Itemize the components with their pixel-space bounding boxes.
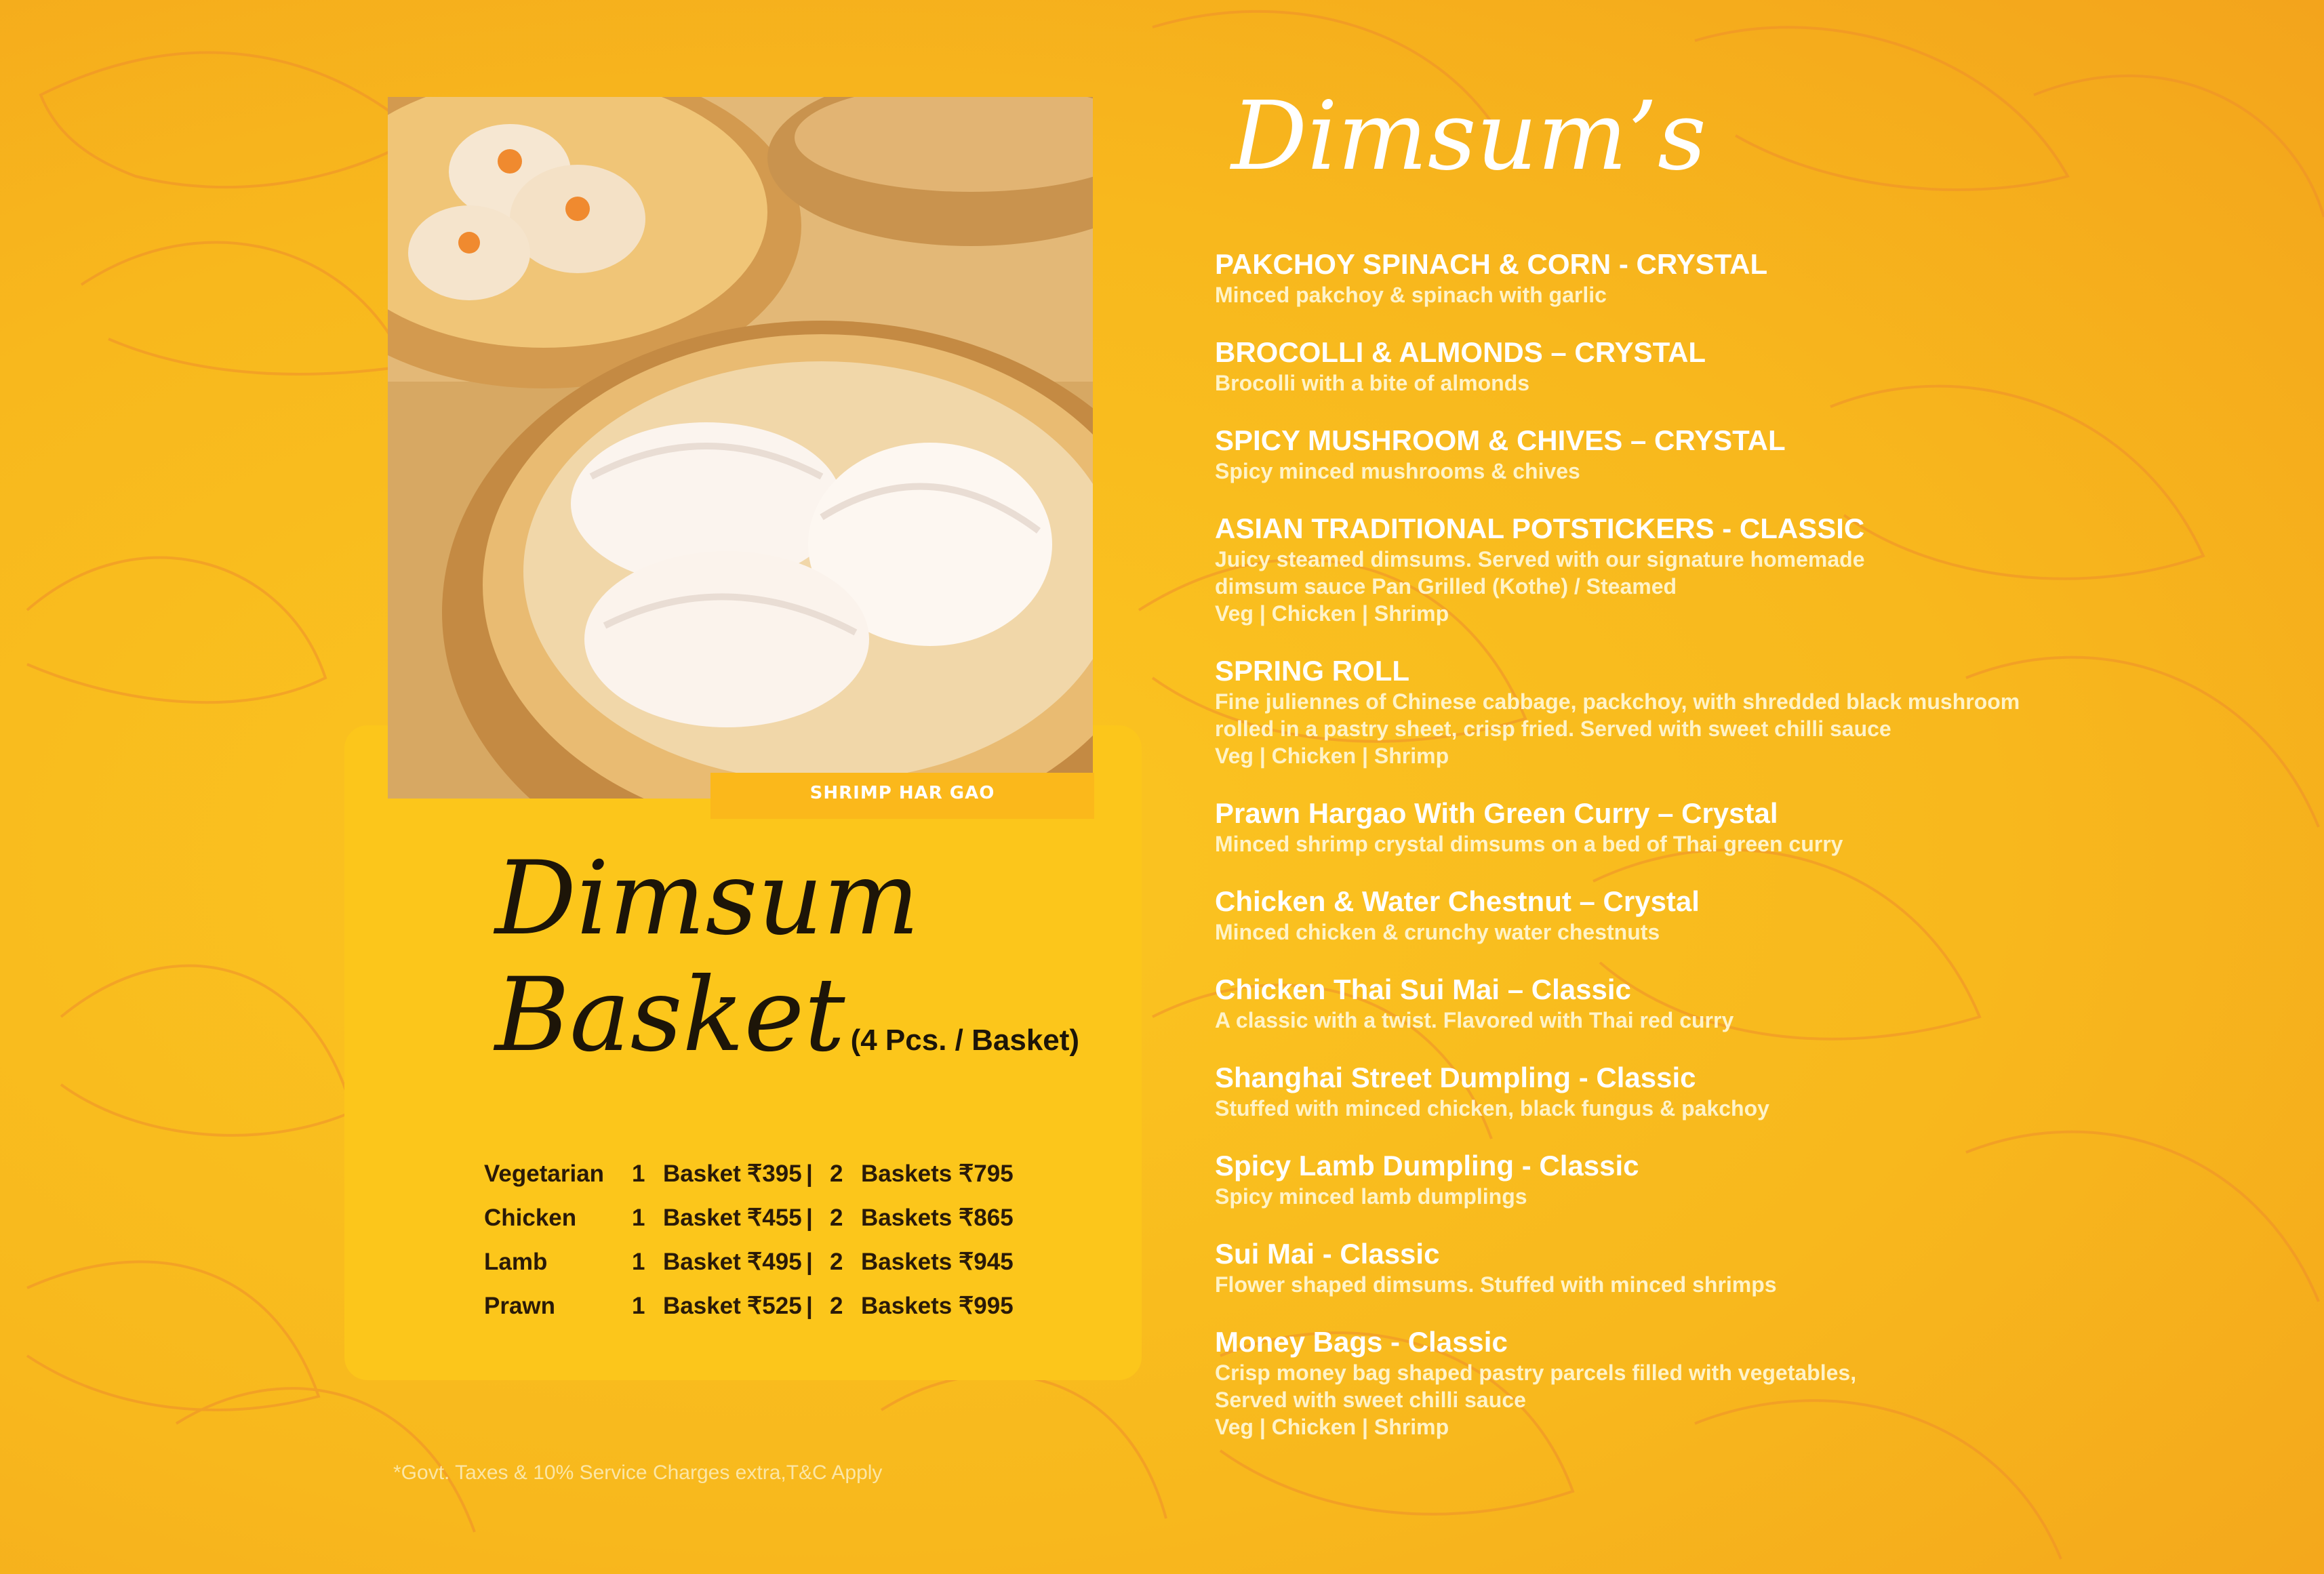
menu-item-description: Fine juliennes of Chinese cabbage, packchoy, with shredded black mushroom (1215, 689, 2020, 714)
price-two: ₹995 (959, 1293, 1014, 1319)
menu-item-description: Flower shaped dimsums. Stuffed with minced shrimps (1215, 1272, 1777, 1297)
price-type: Vegetarian (484, 1161, 605, 1187)
menu-item-description: Served with sweet chilli sauce (1215, 1388, 1526, 1412)
menu-item (1215, 1061, 2272, 1122)
menu-item-name: BROCOLLI & ALMONDS – CRYSTAL (1215, 336, 1706, 368)
qty-one: 1 (632, 1249, 645, 1275)
price-one: ₹525 (747, 1293, 802, 1319)
qty-one: 1 (632, 1161, 645, 1187)
menu-item-description: Spicy minced lamb dumplings (1215, 1184, 1527, 1209)
menu-item-variants: Veg | Chicken | Shrimp (1215, 601, 1449, 626)
unit-one: Basket (663, 1161, 741, 1187)
menu-item (1215, 885, 2272, 946)
unit-two: Baskets (861, 1161, 953, 1187)
menu-item-name: Chicken Thai Sui Mai – Classic (1215, 973, 1631, 1005)
shrimp-har-gao-photo (388, 97, 1093, 799)
menu-item-description: Crisp money bag shaped pastry parcels filled with vegetables, (1215, 1360, 1857, 1385)
basket-title (495, 841, 1079, 1099)
menu-item-description: rolled in a pastry sheet, crisp fried. Served with sweet chilli sauce (1215, 717, 1891, 741)
unit-two: Baskets (861, 1205, 953, 1231)
menu-item-description: Minced chicken & crunchy water chestnuts (1215, 920, 1660, 944)
unit-two: Baskets (861, 1293, 953, 1319)
menu-item (1215, 1237, 2272, 1298)
price-one: ₹495 (747, 1249, 802, 1275)
menu-item-name: ASIAN TRADITIONAL POTSTICKERS - CLASSIC (1215, 512, 1865, 544)
menu-item (1215, 512, 2272, 627)
qty-one: 1 (632, 1205, 645, 1231)
qty-two: 2 (830, 1161, 843, 1187)
price-separator: | (806, 1205, 813, 1231)
unit-one: Basket (663, 1205, 741, 1231)
menu-item-name: Chicken & Water Chestnut – Crystal (1215, 885, 1700, 917)
basket-title-line1: Dimsum (495, 840, 920, 958)
price-separator: | (806, 1249, 813, 1275)
price-type: Chicken (484, 1205, 577, 1231)
price-two: ₹865 (959, 1205, 1014, 1231)
menu-item-variants: Veg | Chicken | Shrimp (1215, 1415, 1449, 1439)
unit-two: Baskets (861, 1249, 953, 1275)
qty-two: 2 (830, 1249, 843, 1275)
basket-subtitle: (4 Pcs. / Basket) (850, 1024, 1080, 1057)
menu-item-description: Minced pakchoy & spinach with garlic (1215, 283, 1607, 307)
menu-item-description: Spicy minced mushrooms & chives (1215, 459, 1580, 483)
menu-item-name: PAKCHOY SPINACH & CORN - CRYSTAL (1215, 248, 1768, 280)
menu-item-description: Stuffed with minced chicken, black fungus & pakchoy (1215, 1096, 1769, 1121)
menu-item-name: Spicy Lamb Dumpling - Classic (1215, 1150, 1639, 1182)
menu-item-variants: Veg | Chicken | Shrimp (1215, 744, 1449, 768)
menu-item-description: Brocolli with a bite of almonds (1215, 371, 1530, 395)
price-type: Lamb (484, 1249, 548, 1275)
tax-footnote: *Govt. Taxes & 10% Service Charges extra,T&C Apply (393, 1461, 883, 1484)
unit-one: Basket (663, 1293, 741, 1319)
menu-title: Dimsum’s (1231, 81, 1706, 192)
menu-item (1215, 424, 2272, 485)
price-type: Prawn (484, 1293, 556, 1319)
menu-item (1215, 654, 2272, 769)
menu-item-description: Minced shrimp crystal dimsums on a bed of Thai green curry (1215, 832, 1843, 856)
qty-two: 2 (830, 1205, 843, 1231)
photo-caption: SHRIMP HAR GAO (809, 783, 995, 803)
menu-item-name: Shanghai Street Dumpling - Classic (1215, 1062, 1696, 1093)
menu-item-name: Money Bags - Classic (1215, 1326, 1508, 1358)
price-one: ₹395 (747, 1161, 802, 1187)
menu-item (1215, 1325, 2272, 1440)
price-two: ₹795 (959, 1161, 1014, 1187)
menu-item-description: A classic with a twist. Flavored with Thai red curry (1215, 1008, 1734, 1032)
menu-item-description: Juicy steamed dimsums. Served with our signature homemade (1215, 547, 1865, 571)
menu-item (1215, 796, 2272, 857)
menu-item (1215, 247, 2272, 308)
price-two: ₹945 (959, 1249, 1014, 1275)
basket-title-line2: Basket (495, 956, 845, 1074)
menu-item-name: Prawn Hargao With Green Curry – Crystal (1215, 797, 1778, 829)
menu-item (1215, 1149, 2272, 1210)
unit-one: Basket (663, 1249, 741, 1275)
price-separator: | (806, 1293, 813, 1319)
qty-two: 2 (830, 1293, 843, 1319)
menu-item-name: SPICY MUSHROOM & CHIVES – CRYSTAL (1215, 424, 1786, 456)
menu-item-description: dimsum sauce Pan Grilled (Kothe) / Steamed (1215, 574, 1677, 599)
menu-item-name: SPRING ROLL (1215, 655, 1410, 687)
menu-item-name: Sui Mai - Classic (1215, 1238, 1440, 1270)
qty-one: 1 (632, 1293, 645, 1319)
menu-item (1215, 336, 2272, 397)
price-one: ₹455 (747, 1205, 802, 1231)
price-separator: | (806, 1161, 813, 1187)
menu-item (1215, 973, 2272, 1034)
